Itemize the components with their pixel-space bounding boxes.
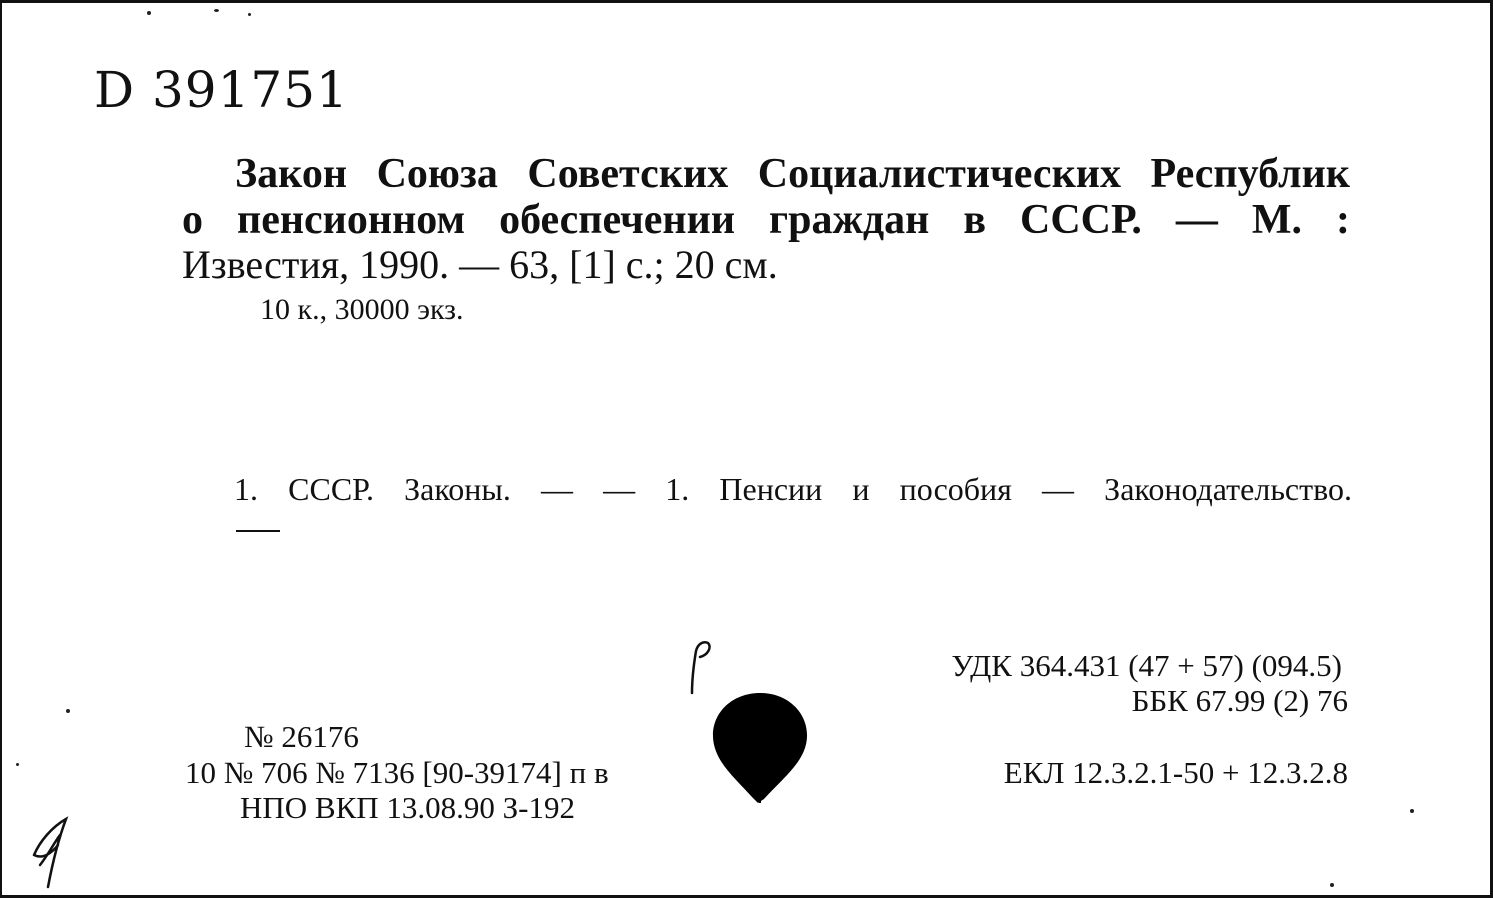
pencil-mark-icon: [686, 639, 716, 695]
paper-speck: [1330, 883, 1334, 887]
title-line-1: Закон Союза Советских Социалистических Республик: [235, 151, 1350, 197]
paper-speck: [147, 11, 151, 15]
bbk-classification: ББК 67.99 (2) 76: [1131, 683, 1348, 718]
registration-number: № 26176: [244, 719, 359, 754]
paper-speck: [66, 709, 70, 713]
printer-line: НПО ВКП 13.08.90 З-192: [240, 790, 576, 825]
ink-blot-icon: [712, 691, 808, 803]
udc-classification: УДК 364.431 (47 + 57) (094.5): [951, 648, 1342, 683]
imprint: Известия, 1990. — 63, [1] с.; 20 см.: [182, 242, 778, 287]
paper-speck: [214, 9, 219, 12]
ekl-classification: ЕКЛ 12.3.2.1-50 + 12.3.2.8: [1003, 755, 1348, 790]
paper-speck: [1410, 809, 1414, 813]
title-line-2: о пенсионном обеспечении граждан в СССР. — М. :: [182, 197, 1350, 243]
handwritten-corner-mark-icon: [30, 815, 74, 891]
paper-speck: [16, 763, 19, 766]
price-and-print-run: 10 к., 30000 экз.: [260, 293, 464, 326]
subject-tracings: 1. СССР. Законы. — — 1. Пенсии и пособия — Законодательство.: [234, 471, 1352, 507]
call-number: D 391751: [94, 61, 349, 119]
order-line: 10 № 706 № 7136 [90-39174] п в: [185, 755, 609, 790]
paper-speck: [248, 13, 251, 16]
tracing-dash-divider: [236, 530, 280, 532]
